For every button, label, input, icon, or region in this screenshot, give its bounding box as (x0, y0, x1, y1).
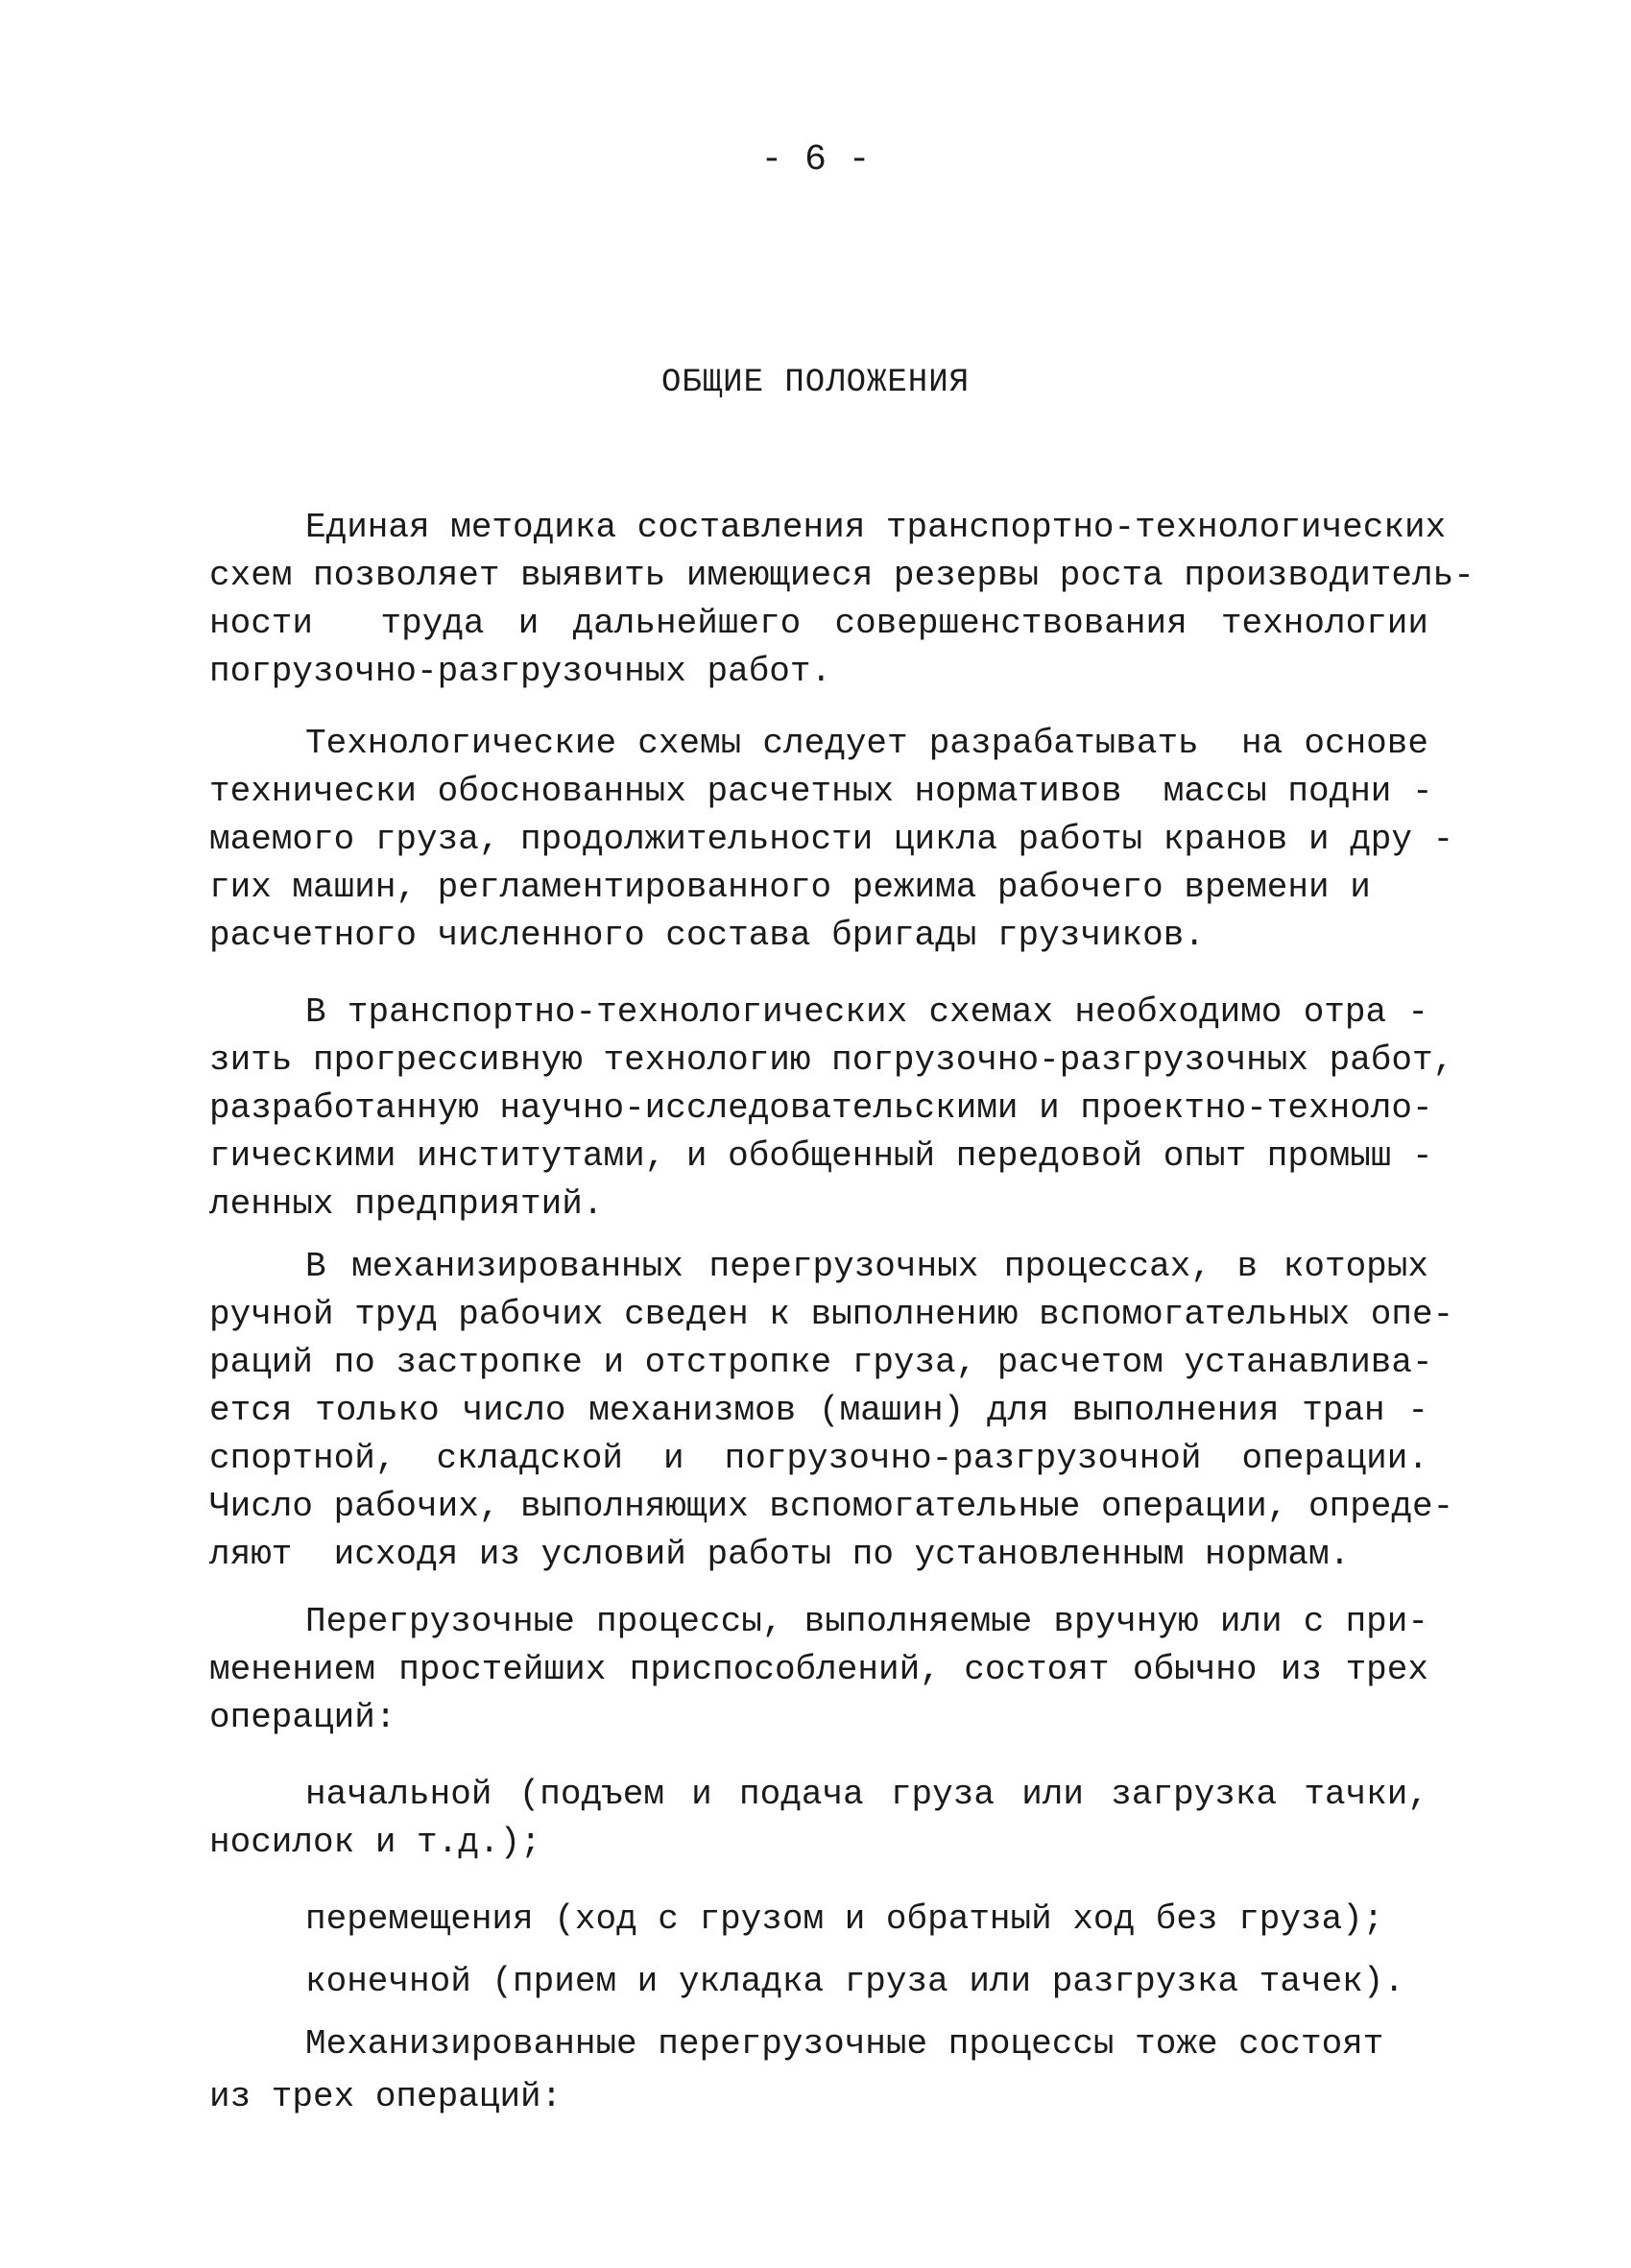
paragraph-4-line-5: спортной, складской и погрузочно-разгрузочной операции. (209, 1439, 1428, 1478)
paragraph-3-line-1: В транспортно-технологических схемах необходимо отра - (305, 992, 1428, 1032)
paragraph-9-line-2: из трех операций: (209, 2077, 563, 2116)
paragraph-6-line-2: носилок и т.д.); (209, 1823, 541, 1862)
paragraph-5-line-1: Перегрузочные процессы, выполняемые вручную или с при- (305, 1602, 1428, 1641)
paragraph-1-line-2: схем позволяет выявить имеющиеся резервы роста производитель- (209, 556, 1475, 595)
paragraph-4-line-4: ется только число механизмов (машин) для выполнения тран - (209, 1391, 1428, 1430)
paragraph-4-line-6: Число рабочих, выполняющих вспомогательные операции, опреде- (209, 1487, 1454, 1526)
paragraph-8-line-1: конечной (прием и укладка груза или разгрузка тачек). (305, 1962, 1404, 2001)
paragraph-4-line-7: ляют исходя из условий работы по установленным нормам. (209, 1535, 1351, 1574)
paragraph-5-line-2: менением простейших приспособлений, состоят обычно из трех (209, 1650, 1428, 1689)
paragraph-6-line-1: начальной (подъем и подача груза или загрузка тачки, (305, 1775, 1428, 1814)
paragraph-1-line-3: ности труда и дальнейшего совершенствования технологии (209, 604, 1428, 643)
paragraph-7-line-1: перемещения (ход с грузом и обратный ход без груза); (305, 1899, 1384, 1939)
paragraph-4-line-2: ручной труд рабочих сведен к выполнению вспомогательных опе- (209, 1295, 1454, 1334)
paragraph-3-line-5: ленных предприятий. (209, 1184, 604, 1224)
paragraph-4-line-3: раций по застропке и отстропке груза, расчетом устанавлива- (209, 1343, 1433, 1382)
paragraph-5-line-3: операций: (209, 1698, 396, 1737)
paragraph-2-line-2: технически обоснованных расчетных нормативов массы подни - (209, 772, 1433, 811)
page-number: - 6 - (760, 139, 871, 180)
section-heading: ОБЩИЕ ПОЛОЖЕНИЯ (660, 365, 971, 401)
paragraph-2-line-1: Технологические схемы следует разрабатывать на основе (305, 724, 1428, 763)
paragraph-2-line-3: маемого груза, продолжительности цикла работы кранов и дру - (209, 820, 1454, 859)
paragraph-2-line-5: расчетного численного состава бригады грузчиков. (209, 916, 1205, 955)
paragraph-3-line-4: гическими институтами, и обобщенный передовой опыт промыш - (209, 1136, 1433, 1176)
paragraph-3-line-2: зить прогрессивную технологию погрузочно-разгрузочных работ, (209, 1040, 1454, 1080)
paragraph-3-line-3: разработанную научно-исследовательскими и проектно-техноло- (209, 1088, 1433, 1128)
paragraph-1-line-4: погрузочно-разгрузочных работ. (209, 652, 832, 691)
paragraph-9-line-1: Механизированные перегрузочные процессы тоже состоят (305, 2024, 1384, 2064)
paragraph-1-line-1: Единая методика составления транспортно-технологических (305, 508, 1447, 547)
paragraph-4-line-1: В механизированных перегрузочных процессах, в которых (305, 1247, 1428, 1286)
paragraph-2-line-4: гих машин, регламентированного режима рабочего времени и (209, 868, 1371, 907)
